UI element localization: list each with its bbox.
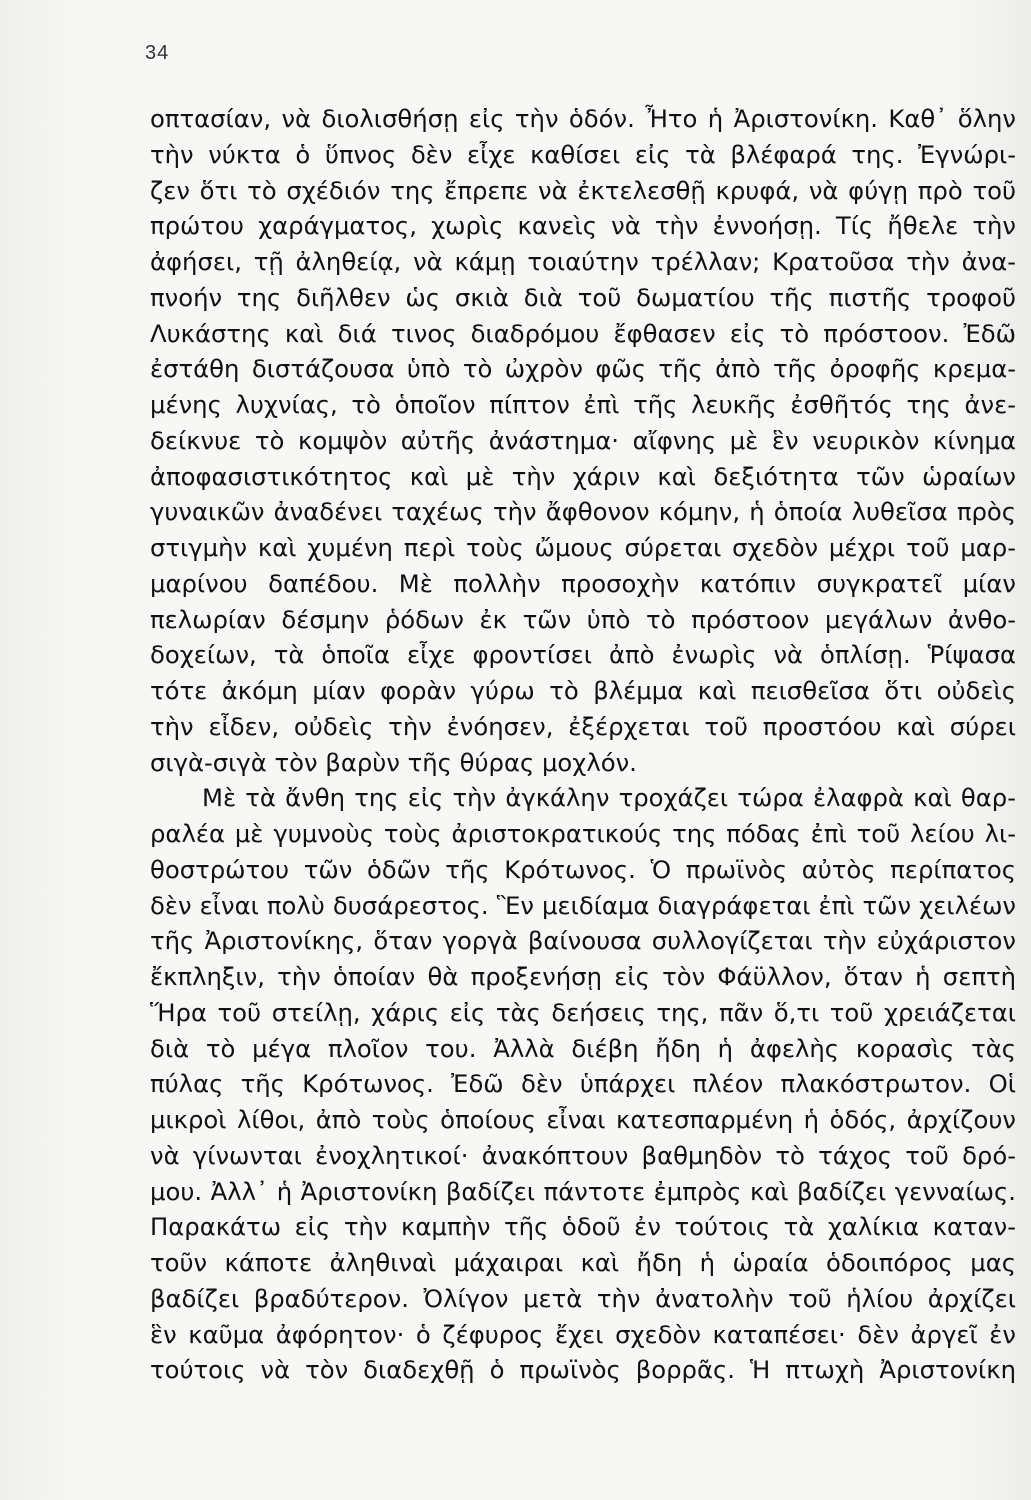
text-line: ἀφήσει, τῇ ἀληθείᾳ, νὰ κάμῃ τοιαύτην τρέλλαν; Κρατοῦσα τὴν ἀνα- xyxy=(150,247,1016,276)
text-line: μαρίνου δαπέδου. Μὲ πολλὴν προσοχὴν κατόπιν συγκρατεῖ μίαν xyxy=(150,568,1016,598)
text-line: πύλας τῆς Κρότωνος. Ἐδῶ δὲν ὑπάρχει πλέον πλακόστρωτον. Οἱ xyxy=(150,1069,1016,1099)
text-line: βαδίζει βραδύτερον. Ὀλίγον μετὰ τὴν ἀνατολὴν τοῦ ἡλίου ἀρχίζει xyxy=(150,1283,1016,1313)
text-line: ζεν ὅτι τὸ σχέδιόν της ἔπρεπε νὰ ἐκτελεσθῇ κρυφά, νὰ φύγῃ πρὸ τοῦ xyxy=(150,175,1016,205)
text-line: μένης λυχνίας, τὸ ὁποῖον πίπτον ἐπὶ τῆς λευκῆς ἐσθῆτός της ἀνε- xyxy=(150,390,1016,419)
text-line: γυναικῶν ἀναδένει ταχέως τὴν ἄφθονον κόμην, ἡ ὁποία λυθεῖσα πρὸς xyxy=(150,497,1016,527)
text-line: δὲν εἶναι πολὺ δυσάρεστος. Ἓν μειδίαμα διαγράφεται ἐπὶ τῶν χειλέων xyxy=(150,890,1016,920)
page-number: 34 xyxy=(145,42,170,64)
text-line: μικροὶ λίθοι, ἀπὸ τοὺς ὁποίους εἶναι κατεσπαρμένη ἡ ὁδός, ἀρχίζουν xyxy=(150,1105,1016,1134)
text-line: ραλέα μὲ γυμνοὺς τοὺς ἀριστοκρατικούς της πόδας ἐπὶ τοῦ λείου λι- xyxy=(150,819,1016,848)
body-text xyxy=(150,101,1016,1388)
text-line: τούτοις νὰ τὸν διαδεχθῇ ὁ πρωϊνὸς βορρᾶς. Ἡ πτωχὴ Ἀριστονίκη xyxy=(150,1355,1016,1385)
text-line: Λυκάστης καὶ διά τινος διαδρόμου ἔφθασεν εἰς τὸ πρόστοον. Ἐδῶ xyxy=(150,318,1016,348)
text-line: τῆς Ἀριστονίκης, ὅταν γοργὰ βαίνουσα συλλογίζεται τὴν εὐχάριστον xyxy=(150,926,1016,956)
text-line: Παρακάτω εἰς τὴν καμπὴν τῆς ὁδοῦ ἐν τούτοις τὰ χαλίκια καταν- xyxy=(150,1212,1016,1242)
text-line: Μὲ τὰ ἄνθη της εἰς τὴν ἀγκάλην τροχάζει τώρα ἐλαφρὰ καὶ θαρ- xyxy=(202,783,1016,813)
text-line: θοστρώτου τῶν ὁδῶν τῆς Κρότωνος. Ὁ πρωϊνὸς αὐτὸς περίπατος xyxy=(150,854,1016,884)
text-line: ἔκπληξιν, τὴν ὁποίαν θὰ προξενήσῃ εἰς τὸν Φάϋλλον, ὅταν ἡ σεπτὴ xyxy=(150,962,1016,991)
text-line: δείκνυε τὸ κομψὸν αὐτῆς ἀνάστημα· αἴφνης μὲ ἓν νευρικὸν κίνημα xyxy=(150,425,1016,455)
text-line: πνοήν της διῆλθεν ὡς σκιὰ διὰ τοῦ δωματίου τῆς πιστῆς τροφοῦ xyxy=(150,282,1016,312)
text-line: τὴν νύκτα ὁ ὕπνος δὲν εἶχε καθίσει εἰς τὰ βλέφαρά της. Ἐγνώρι- xyxy=(150,139,1016,169)
text-line: τὴν εἶδεν, οὐδεὶς τὴν ἐνόησεν, ἐξέρχεται τοῦ προστόου καὶ σύρει xyxy=(150,711,1016,741)
text-line: διὰ τὸ μέγα πλοῖον του. Ἀλλὰ διέβη ἤδη ἡ ἀφελὴς κορασὶς τὰς xyxy=(150,1033,1016,1063)
text-line: στιγμὴν καὶ χυμένη περὶ τοὺς ὤμους σύρεται σχεδὸν μέχρι τοῦ μαρ- xyxy=(150,533,1016,562)
text-line: δοχείων, τὰ ὁποῖα εἶχε φροντίσει ἀπὸ ἐνωρὶς νὰ ὁπλίσῃ. Ῥίψασα xyxy=(150,640,1016,670)
text-line: ἐστάθη διστάζουσα ὑπὸ τὸ ὠχρὸν φῶς τῆς ἀπὸ τῆς ὀροφῆς κρεμα- xyxy=(150,354,1016,384)
text-line: ἀποφασιστικότητος καὶ μὲ τὴν χάριν καὶ δεξιότητα τῶν ὡραίων xyxy=(150,461,1016,491)
text-line: τότε ἀκόμη μίαν φορὰν γύρω τὸ βλέμμα καὶ πεισθεῖσα ὅτι οὐδεὶς xyxy=(150,676,1016,705)
text-line: πρώτου χαράγματος, χωρὶς κανεὶς νὰ τὴν ἐννοήσῃ. Τίς ἤθελε τὴν xyxy=(150,211,1016,241)
text-line: Ἥρα τοῦ στείλῃ, χάρις εἰς τὰς δεήσεις της, πᾶν ὅ,τι τοῦ χρειάζεται xyxy=(150,997,1016,1027)
text-line: νὰ γίνωνται ἐνοχλητικοί· ἀνακόπτουν βαθμηδὸν τὸ τάχος τοῦ δρό- xyxy=(150,1140,1016,1170)
text-line: οπτασίαν, νὰ διολισθήσῃ εἰς τὴν ὁδόν. Ἦτο ἡ Ἀριστονίκη. Καθ᾽ ὅλην xyxy=(150,104,1016,133)
text-line: πελωρίαν δέσμην ῥόδων ἐκ τῶν ὑπὸ τὸ πρόστοον μεγάλων ἀνθο- xyxy=(150,604,1016,634)
text-line: σιγὰ-σιγὰ τὸν βαρὺν τῆς θύρας μοχλόν. xyxy=(150,747,637,777)
text-line: ἓν καῦμα ἀφόρητον· ὁ ζέφυρος ἔχει σχεδὸν καταπέσει· δὲν ἀργεῖ ἐν xyxy=(150,1319,1016,1349)
text-line: τοῦν κάποτε ἀληθιναὶ μάχαιραι καὶ ἤδη ἡ ὡραία ὁδοιπόρος μας xyxy=(150,1248,1016,1277)
text-line: μου. Ἀλλ᾽ ἡ Ἀριστονίκη βαδίζει πάντοτε ἐμπρὸς καὶ βαδίζει γενναίως. xyxy=(150,1176,1016,1206)
